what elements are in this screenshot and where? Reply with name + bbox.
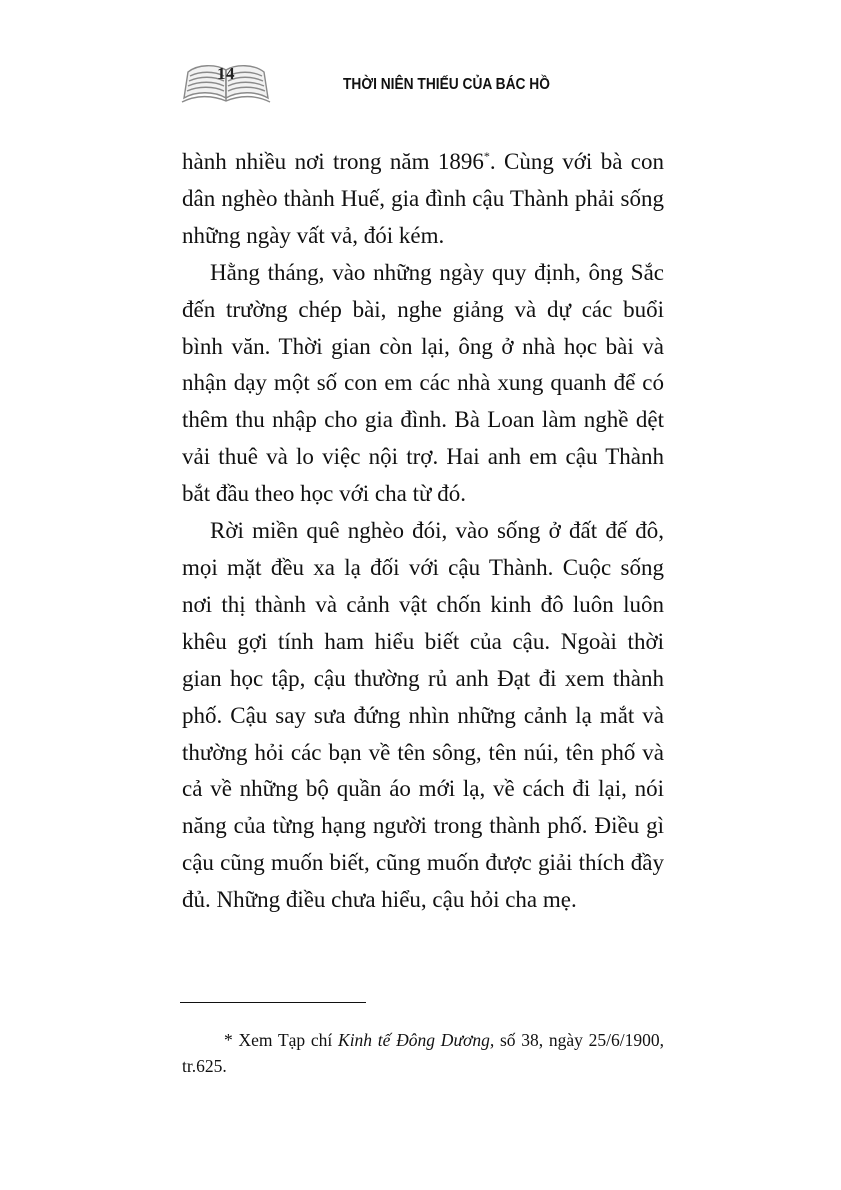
page-number: 14 [217,64,235,83]
paragraph-1-text: hành nhiều nơi trong năm 1896 [182,149,484,174]
footnote [182,1027,664,1079]
paragraph-1-text-cont: . Cùng với bà con dân nghèo thành Huế, gia đình cậu Thành phải sống những ngày vất vả, đói kém. [182,149,665,248]
page-header [0,0,841,120]
paragraph-3: Rời miền quê nghèo đói, vào sống ở đất đế đô, mọi mặt đều xa lạ đối với cậu Thành. Cuộc sống nơi thị thành và cảnh vật chốn kinh đô luôn luôn khêu gợi tính ham hiểu biết của cậu. Ngoài thời gian học tập, cậu thường rủ anh Đạt đi xem thành phố. Cậu say sưa đứng nhìn những cảnh lạ mắt và thường hỏi các bạn về tên sông, tên núi, tên phố và cả về những bộ quần áo mới lạ, về cách đi lại, nói năng của từng hạng người trong thành phố. Điều gì cậu cũng muốn biết, cũng muốn được giải thích đầy đủ. Những điều chưa hiểu, cậu hỏi cha mẹ. [182,518,664,913]
body-text [182,144,664,919]
footnote-marker[interactable]: * [483,149,490,163]
paragraph-2: Hằng tháng, vào những ngày quy định, ông Sắc đến trường chép bài, nghe giảng và dự các buổi bình văn. Thời gian còn lại, ông ở nhà học bài và nhận dạy một số con em các nhà xung quanh để có thêm thu nhập cho gia đình. Bà Loan làm nghề dệt vải thuê và lo việc nội trợ. Hai anh em cậu Thành bắt đầu theo học với cha từ đó. [182,259,664,507]
footnote-citation: số 38, ngày 25/6/1900, tr.625. [182,1030,664,1076]
footnote-divider [180,1002,366,1003]
footnote-journal-title: Kinh tế Đông Dương, [338,1030,495,1050]
footnote-lead: * Xem Tạp chí [224,1030,339,1050]
running-title: THỜI NIÊN THIẾU CỦA BÁC HỒ [343,76,550,93]
paragraph-1 [182,144,664,255]
